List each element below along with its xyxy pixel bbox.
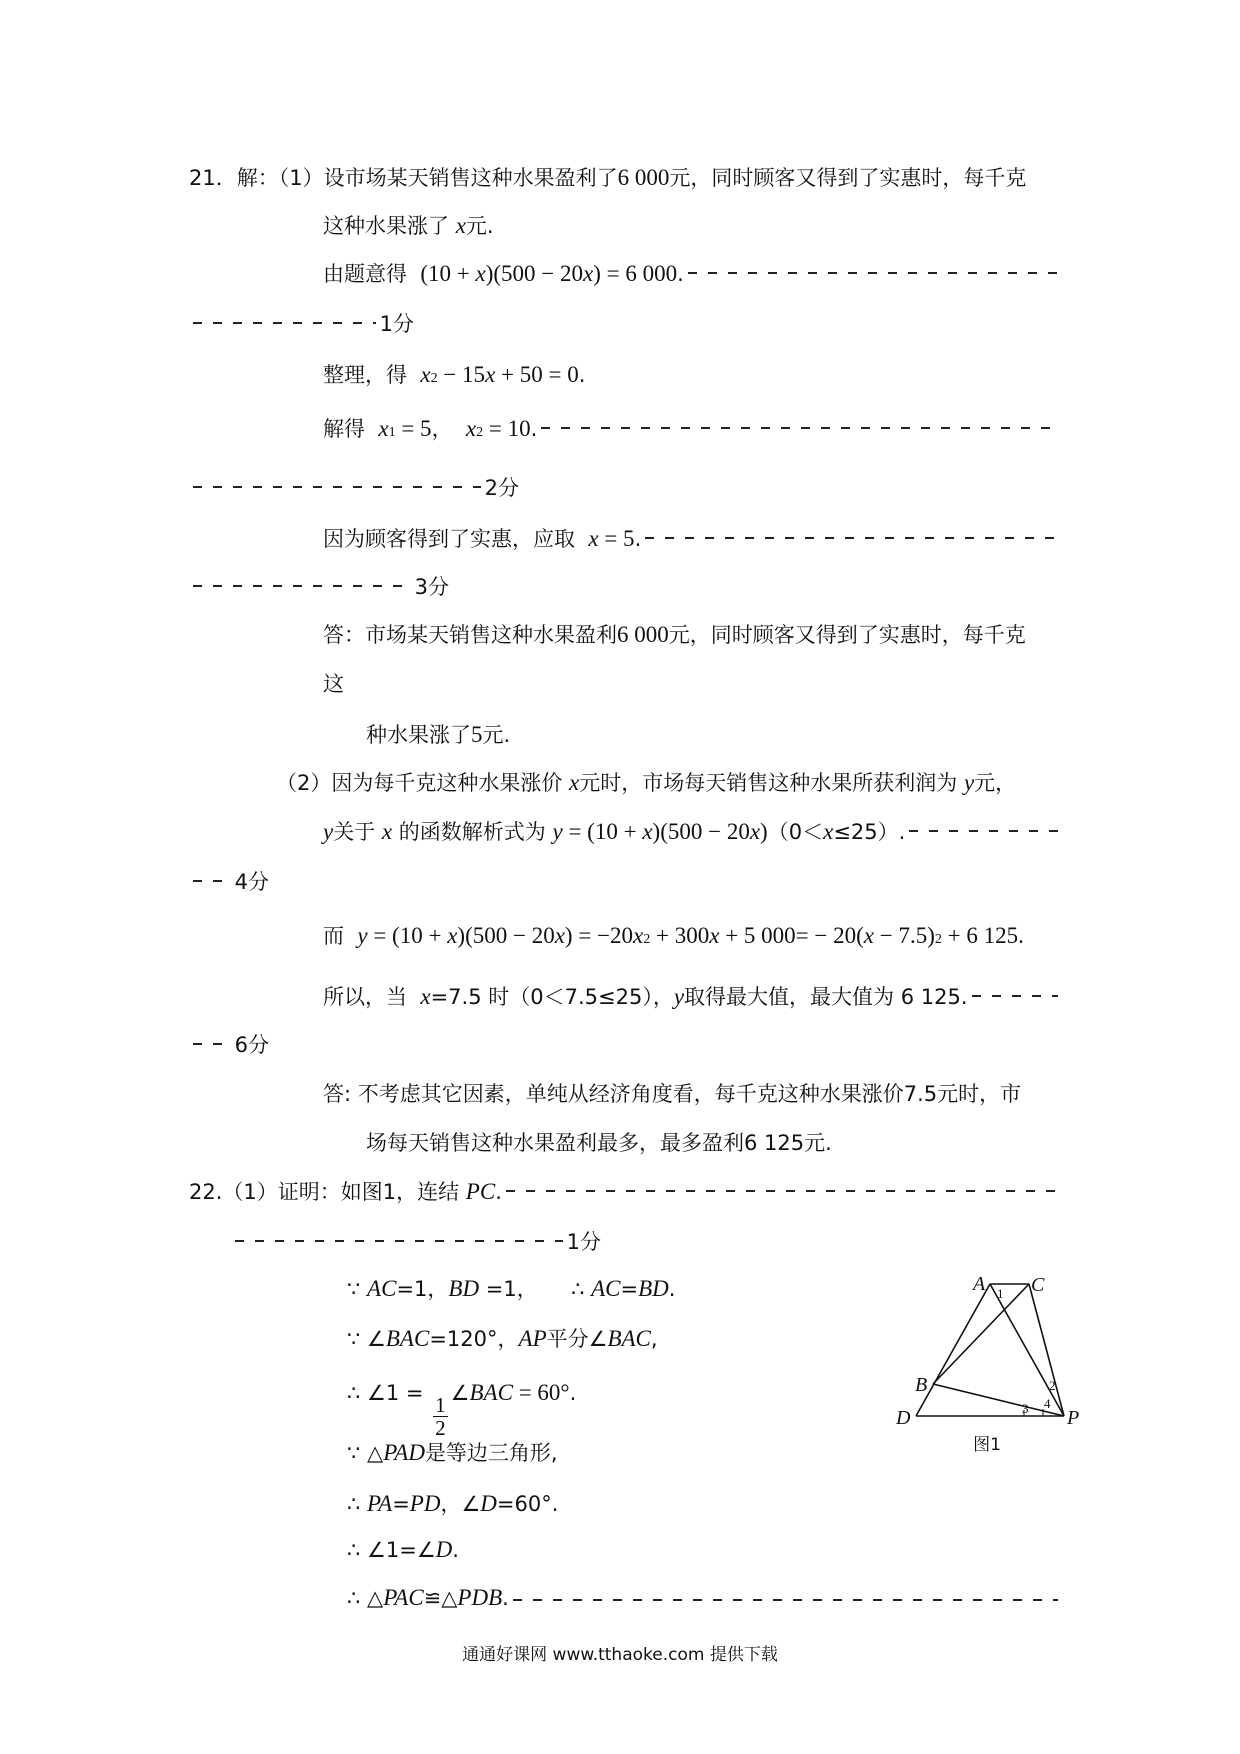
text-segment: 1 (388, 425, 396, 440)
text-segment: ∴ △ (347, 1586, 384, 1610)
text-segment: ∴ (347, 1492, 368, 1516)
text-segment: 答: 不考虑其它因素，单纯从经济角度看，每千克这种水果涨价7.5元时，市 (323, 1082, 1022, 1106)
text-segment: x (823, 819, 834, 844)
text-segment: 这 (323, 672, 344, 696)
text-segment: )(500 − 20 (485, 261, 584, 286)
text-segment: 关于 (333, 820, 382, 844)
text-segment: PDB (457, 1585, 503, 1610)
text-segment: + 300 (650, 923, 710, 948)
text-segment: . (452, 1538, 459, 1562)
dotted-leader (193, 880, 231, 882)
text-segment: D (480, 1491, 497, 1516)
text-segment: ) = 6 000 (593, 261, 678, 286)
text-segment: ≤25）. (833, 820, 906, 844)
text-segment: ∴ ∠1 = (347, 1381, 431, 1405)
label-A: A (973, 1273, 986, 1295)
text-segment: D (435, 1537, 453, 1562)
text-line (276, 767, 1016, 797)
text-line (323, 413, 1062, 443)
text-segment: BAC (385, 1326, 430, 1351)
text-segment: ∵ △ (347, 1441, 384, 1465)
figure-1-diagram (880, 1260, 1100, 1460)
text-segment: 元时，市场每天销售这种水果所获利润为 (579, 771, 964, 795)
text-segment: 21．解：（1）设市场某天销售这种水果盈利了 (189, 166, 618, 190)
text-segment: = (10 + (562, 819, 643, 844)
dotted-leader (645, 537, 1058, 539)
text-segment: 元，同时顾客又得到了实惠时，每千克 (668, 623, 1026, 647)
text-segment: x (633, 923, 644, 948)
dotted-leader (193, 1043, 231, 1045)
text-segment: 答：市场某天销售这种水果盈利 (323, 623, 617, 647)
text-segment: + 5 000= − 20( (719, 923, 864, 948)
text-segment: x (475, 261, 486, 286)
text-segment: 是等边三角形, (424, 1441, 558, 1465)
text-segment: . (569, 1381, 577, 1405)
text-segment: x (569, 770, 580, 795)
text-segment: x (749, 819, 761, 844)
text-line (189, 472, 519, 502)
text-segment: ) (760, 819, 768, 844)
text-segment: x (447, 923, 458, 948)
text-segment: BAC (469, 1380, 513, 1405)
text-segment: y (357, 923, 368, 948)
text-segment: x (709, 923, 720, 948)
text-segment: x (554, 923, 565, 948)
text-segment: . (530, 417, 538, 441)
text-segment: = (392, 1492, 410, 1516)
text-segment: = (10 + (367, 923, 448, 948)
text-segment: x (642, 819, 653, 844)
text-segment: 这种水果涨了 (323, 214, 456, 238)
text-segment: . (578, 363, 586, 387)
text-segment: 6 000 (617, 165, 670, 190)
text-segment: x (588, 526, 599, 551)
dotted-leader (235, 1240, 563, 1242)
text-line (347, 1585, 1062, 1615)
text-segment: ∠ (450, 1381, 470, 1405)
text-segment: 元， (974, 771, 1017, 795)
dotted-leader (193, 585, 411, 587)
text-line (189, 1176, 1062, 1206)
text-segment: )(500 − 20 (652, 819, 750, 844)
text-segment: 2 (643, 932, 651, 947)
text-segment: x (381, 819, 393, 844)
dotted-leader (909, 830, 1058, 832)
text-segment: 整理，得 (323, 363, 421, 387)
text-line (231, 1226, 601, 1256)
segment-AP (990, 1284, 1064, 1416)
text-line (347, 1488, 558, 1518)
text-segment: 1分 (379, 312, 414, 336)
text-segment: 2 (476, 425, 484, 440)
text-segment: AC (591, 1276, 621, 1301)
text-segment: 5 (471, 722, 483, 747)
text-segment: （0＜ (767, 820, 824, 844)
text-segment: 2分 (484, 476, 519, 500)
text-segment: . (668, 1277, 676, 1301)
text-segment: 6 000 (617, 622, 669, 647)
text-segment: 的函数解析式为 (392, 820, 553, 844)
text-segment: 取得最大值，最大值为 6 125. (684, 985, 968, 1009)
text-segment: 2 (934, 932, 942, 947)
text-segment: =120°， (429, 1327, 519, 1351)
text-segment: (10 + (420, 261, 476, 286)
fraction (433, 1394, 448, 1439)
text-line (189, 162, 1026, 192)
text-line (366, 1127, 832, 1157)
text-segment: 2 (430, 371, 438, 386)
segment-AD (916, 1284, 990, 1416)
text-segment: 元. (482, 723, 511, 747)
text-line (323, 523, 1062, 553)
dotted-leader (513, 1599, 1058, 1601)
text-segment: （2）因为每千克这种水果涨价 (276, 771, 570, 795)
text-segment: BD (638, 1276, 669, 1301)
text-line (323, 668, 344, 698)
text-segment: , (650, 1327, 658, 1351)
text-line (347, 1380, 577, 1440)
text-segment: BD (448, 1276, 480, 1301)
text-segment: AP (518, 1326, 547, 1351)
angle-label-4: 4 (1044, 1396, 1051, 1411)
text-segment: . (502, 1586, 509, 1610)
dotted-leader (193, 486, 481, 488)
text-segment: = 5 (395, 416, 432, 441)
text-segment: PAD (383, 1440, 425, 1465)
text-segment: 3分 (414, 575, 449, 599)
text-line (323, 359, 585, 389)
text-line (323, 816, 1062, 846)
text-line (189, 1029, 269, 1059)
fraction-numerator: 1 (435, 1393, 446, 1417)
dotted-leader (193, 322, 376, 324)
text-line (189, 571, 449, 601)
text-segment: PAC (383, 1585, 424, 1610)
text-segment: =7.5 时（0＜7.5≤25）， (430, 985, 674, 1009)
text-segment: 6分 (234, 1033, 269, 1057)
text-line (189, 866, 269, 896)
text-line (323, 210, 494, 240)
text-segment: )(500 − 20 (457, 923, 555, 948)
text-line (323, 258, 1062, 288)
text-segment: − 7.5) (874, 923, 935, 948)
text-segment: 平分∠ (546, 1327, 608, 1351)
figure-caption: 图1 (973, 1435, 1001, 1455)
text-segment: 因为顾客得到了实惠，应取 (323, 527, 589, 551)
label-D: D (896, 1407, 911, 1429)
text-segment: AC (367, 1276, 397, 1301)
text-segment: ， (431, 417, 466, 441)
page-footer: 通通好课网 www.tthaoke.com 提供下载 (462, 1645, 778, 1665)
text-segment: x (420, 362, 431, 387)
text-line (347, 1323, 658, 1353)
dotted-leader (972, 995, 1058, 997)
label-B: B (915, 1374, 928, 1396)
text-segment: = (620, 1277, 639, 1301)
angle-label-2: 2 (1049, 1378, 1056, 1393)
text-segment: 而 (323, 924, 358, 948)
text-segment: x (863, 923, 874, 948)
text-segment: 种水果涨了 (366, 723, 471, 747)
text-segment: ≌△ (423, 1586, 458, 1610)
text-segment: 4分 (234, 870, 269, 894)
text-segment: ) = −20 (564, 923, 634, 948)
text-line (347, 1537, 459, 1567)
text-segment: . (495, 1180, 502, 1204)
text-segment: − 15 (437, 362, 486, 387)
text-segment: x (455, 213, 466, 238)
text-line (323, 1078, 1021, 1108)
text-segment: y (552, 819, 563, 844)
text-segment: x (583, 261, 594, 286)
text-line (323, 619, 1026, 649)
dotted-leader (688, 272, 1058, 274)
text-segment: . (634, 527, 642, 551)
text-segment: x (378, 416, 389, 441)
dotted-leader (541, 427, 1058, 429)
text-line (189, 308, 414, 338)
text-segment: PD (409, 1491, 441, 1516)
text-segment: = 5 (598, 526, 635, 551)
text-segment: + 50 = 0 (495, 362, 579, 387)
text-segment: = 60° (512, 1380, 570, 1405)
text-segment: + 6 125. (941, 923, 1024, 948)
text-segment: ∴ ∠1=∠ (347, 1538, 436, 1562)
text-segment: 22.（1）证明：如图1，连结 (189, 1180, 466, 1204)
text-line (347, 1437, 558, 1467)
text-segment: =60°. (496, 1492, 559, 1516)
text-segment: PA (367, 1491, 393, 1516)
text-line (347, 1273, 675, 1303)
text-segment: PC (465, 1179, 496, 1204)
text-segment: 1分 (566, 1230, 601, 1254)
label-C: C (1031, 1274, 1045, 1296)
text-line (366, 719, 510, 749)
text-segment: x (420, 984, 431, 1009)
angle-label-1: 1 (997, 1286, 1004, 1301)
text-segment: x (485, 362, 496, 387)
text-segment: 由题意得 (323, 262, 421, 286)
text-segment: ∵ (347, 1277, 368, 1301)
text-segment: y (963, 770, 975, 795)
text-segment: y (673, 984, 685, 1009)
text-segment: = 10 (483, 416, 531, 441)
text-segment: y (323, 819, 334, 844)
text-segment: 场每天销售这种水果盈利最多，最多盈利6 125元. (366, 1131, 832, 1155)
text-segment: BAC (607, 1326, 651, 1351)
text-line (323, 981, 1062, 1011)
text-segment: =1， ∴ (479, 1277, 592, 1301)
text-line (323, 920, 1024, 950)
text-segment: =1， (396, 1277, 449, 1301)
text-segment: ∵ ∠ (347, 1327, 386, 1351)
fraction-denominator: 2 (435, 1416, 446, 1440)
angle-label-3: 3 (1022, 1401, 1029, 1416)
text-segment: ，∠ (440, 1492, 481, 1516)
text-segment: x (465, 416, 477, 441)
text-segment: 解得 (323, 417, 379, 441)
text-segment: 元. (465, 214, 494, 238)
text-segment: 所以，当 (323, 985, 421, 1009)
dotted-leader (506, 1190, 1058, 1192)
text-segment: 元，同时顾客又得到了实惠时，每千克 (669, 166, 1027, 190)
label-P: P (1067, 1407, 1080, 1429)
text-segment: . (677, 262, 684, 286)
